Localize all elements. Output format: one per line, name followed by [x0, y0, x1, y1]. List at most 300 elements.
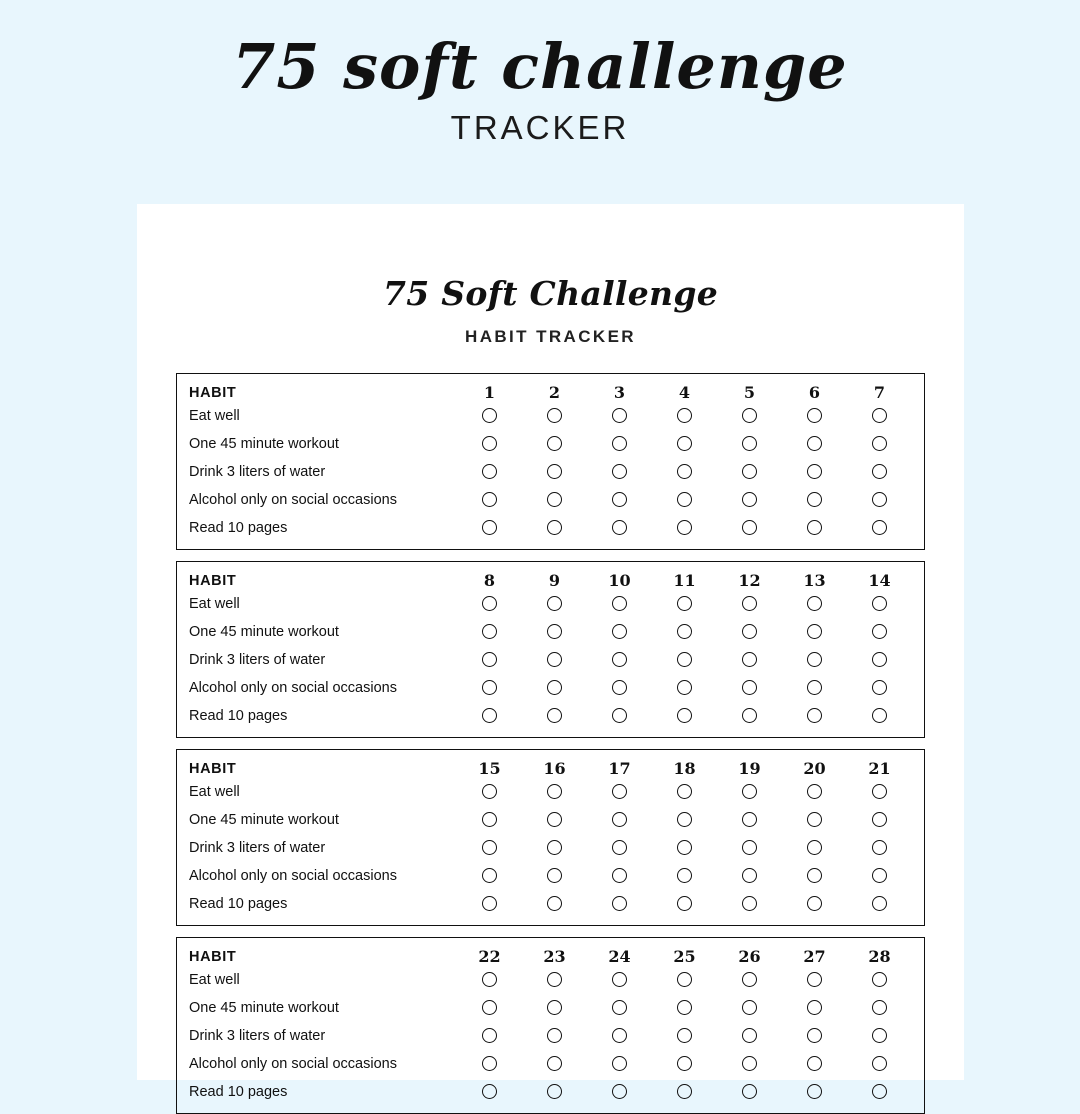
habit-checkbox-cell[interactable]	[587, 966, 652, 994]
habit-checkbox-cell[interactable]	[587, 862, 652, 890]
circle-checkbox-icon[interactable]	[677, 520, 692, 535]
circle-checkbox-icon[interactable]	[547, 896, 562, 911]
habit-checkbox-cell[interactable]	[652, 458, 717, 486]
circle-checkbox-icon[interactable]	[807, 972, 822, 987]
habit-checkbox-cell[interactable]	[782, 702, 847, 730]
habit-checkbox-cell[interactable]	[457, 618, 522, 646]
circle-checkbox-icon[interactable]	[612, 784, 627, 799]
circle-checkbox-icon[interactable]	[872, 868, 887, 883]
habit-checkbox-cell[interactable]	[587, 1078, 652, 1106]
habit-checkbox-cell[interactable]	[782, 966, 847, 994]
circle-checkbox-icon[interactable]	[612, 408, 627, 423]
circle-checkbox-icon[interactable]	[612, 492, 627, 507]
habit-checkbox-cell[interactable]	[457, 806, 522, 834]
habit-checkbox-cell[interactable]	[847, 514, 912, 542]
habit-checkbox-cell[interactable]	[847, 1050, 912, 1078]
circle-checkbox-icon[interactable]	[482, 1056, 497, 1071]
habit-checkbox-cell[interactable]	[652, 1022, 717, 1050]
circle-checkbox-icon[interactable]	[807, 596, 822, 611]
habit-checkbox-cell[interactable]	[717, 702, 782, 730]
circle-checkbox-icon[interactable]	[807, 624, 822, 639]
circle-checkbox-icon[interactable]	[547, 868, 562, 883]
habit-checkbox-cell[interactable]	[847, 674, 912, 702]
circle-checkbox-icon[interactable]	[612, 624, 627, 639]
circle-checkbox-icon[interactable]	[612, 680, 627, 695]
habit-checkbox-cell[interactable]	[782, 674, 847, 702]
habit-checkbox-cell[interactable]	[587, 806, 652, 834]
circle-checkbox-icon[interactable]	[482, 896, 497, 911]
habit-label: One 45 minute workout	[189, 436, 339, 452]
day-column-header: 10	[608, 571, 631, 590]
habit-checkbox-cell[interactable]	[652, 778, 717, 806]
circle-checkbox-icon[interactable]	[677, 868, 692, 883]
circle-checkbox-icon[interactable]	[872, 1028, 887, 1043]
habit-checkbox-cell[interactable]	[652, 702, 717, 730]
circle-checkbox-icon[interactable]	[482, 972, 497, 987]
circle-checkbox-icon[interactable]	[872, 840, 887, 855]
circle-checkbox-icon[interactable]	[742, 1084, 757, 1099]
habit-checkbox-cell[interactable]	[457, 890, 522, 918]
habit-checkbox-cell[interactable]	[717, 590, 782, 618]
habit-checkbox-cell[interactable]	[847, 1078, 912, 1106]
habit-checkbox-cell[interactable]	[457, 486, 522, 514]
circle-checkbox-icon[interactable]	[482, 1084, 497, 1099]
habit-checkbox-cell[interactable]	[782, 1022, 847, 1050]
circle-checkbox-icon[interactable]	[742, 972, 757, 987]
circle-checkbox-icon[interactable]	[807, 436, 822, 451]
circle-checkbox-icon[interactable]	[872, 896, 887, 911]
circle-checkbox-icon[interactable]	[677, 1084, 692, 1099]
habit-checkbox-cell[interactable]	[847, 834, 912, 862]
habit-checkbox-cell[interactable]	[522, 1022, 587, 1050]
circle-checkbox-icon[interactable]	[742, 868, 757, 883]
circle-checkbox-icon[interactable]	[677, 1056, 692, 1071]
habit-checkbox-cell[interactable]	[457, 1022, 522, 1050]
habit-checkbox-cell[interactable]	[847, 890, 912, 918]
habit-checkbox-cell[interactable]	[457, 702, 522, 730]
circle-checkbox-icon[interactable]	[482, 784, 497, 799]
circle-checkbox-icon[interactable]	[742, 408, 757, 423]
habit-checkbox-cell[interactable]	[847, 966, 912, 994]
circle-checkbox-icon[interactable]	[482, 464, 497, 479]
habit-checkbox-cell[interactable]	[782, 590, 847, 618]
habit-checkbox-cell[interactable]	[717, 486, 782, 514]
circle-checkbox-icon[interactable]	[612, 840, 627, 855]
table-header-row	[189, 383, 912, 402]
habit-checkbox-cell[interactable]	[847, 486, 912, 514]
circle-checkbox-icon[interactable]	[872, 520, 887, 535]
habit-checkbox-cell[interactable]	[782, 862, 847, 890]
habit-checkbox-cell[interactable]	[847, 862, 912, 890]
circle-checkbox-icon[interactable]	[742, 520, 757, 535]
circle-checkbox-icon[interactable]	[612, 708, 627, 723]
habit-checkbox-cell[interactable]	[782, 514, 847, 542]
habit-checkbox-cell[interactable]	[522, 778, 587, 806]
circle-checkbox-icon[interactable]	[807, 708, 822, 723]
circle-checkbox-icon[interactable]	[807, 464, 822, 479]
table-row	[189, 834, 912, 862]
circle-checkbox-icon[interactable]	[807, 520, 822, 535]
circle-checkbox-icon[interactable]	[482, 812, 497, 827]
habit-checkbox-cell[interactable]	[587, 514, 652, 542]
circle-checkbox-icon[interactable]	[872, 680, 887, 695]
day-column-header: 8	[483, 571, 496, 590]
habit-checkbox-cell[interactable]	[847, 618, 912, 646]
circle-checkbox-icon[interactable]	[612, 812, 627, 827]
habit-checkbox-cell[interactable]	[717, 834, 782, 862]
circle-checkbox-icon[interactable]	[612, 596, 627, 611]
habit-checkbox-cell[interactable]	[457, 646, 522, 674]
circle-checkbox-icon[interactable]	[612, 868, 627, 883]
circle-checkbox-icon[interactable]	[547, 972, 562, 987]
table-row	[189, 862, 912, 890]
circle-checkbox-icon[interactable]	[677, 896, 692, 911]
circle-checkbox-icon[interactable]	[547, 1084, 562, 1099]
circle-checkbox-icon[interactable]	[742, 596, 757, 611]
circle-checkbox-icon[interactable]	[482, 624, 497, 639]
circle-checkbox-icon[interactable]	[547, 492, 562, 507]
circle-checkbox-icon[interactable]	[612, 520, 627, 535]
habit-checkbox-cell[interactable]	[652, 674, 717, 702]
circle-checkbox-icon[interactable]	[547, 520, 562, 535]
table-row	[189, 646, 912, 674]
habit-checkbox-cell[interactable]	[587, 430, 652, 458]
habit-checkbox-cell[interactable]	[652, 966, 717, 994]
circle-checkbox-icon[interactable]	[677, 812, 692, 827]
habit-checkbox-cell[interactable]	[652, 890, 717, 918]
circle-checkbox-icon[interactable]	[482, 708, 497, 723]
habit-checkbox-cell[interactable]	[522, 994, 587, 1022]
circle-checkbox-icon[interactable]	[872, 1000, 887, 1015]
habit-checkbox-cell[interactable]	[652, 862, 717, 890]
circle-checkbox-icon[interactable]	[677, 408, 692, 423]
habit-checkbox-cell[interactable]	[522, 890, 587, 918]
habit-checkbox-cell[interactable]	[717, 862, 782, 890]
circle-checkbox-icon[interactable]	[742, 1000, 757, 1015]
circle-checkbox-icon[interactable]	[742, 680, 757, 695]
habit-checkbox-cell[interactable]	[522, 702, 587, 730]
circle-checkbox-icon[interactable]	[612, 1028, 627, 1043]
habit-checkbox-cell[interactable]	[717, 890, 782, 918]
circle-checkbox-icon[interactable]	[677, 680, 692, 695]
circle-checkbox-icon[interactable]	[612, 652, 627, 667]
habit-column-header: HABIT	[189, 384, 237, 401]
habit-label: One 45 minute workout	[189, 624, 339, 640]
circle-checkbox-icon[interactable]	[547, 436, 562, 451]
circle-checkbox-icon[interactable]	[677, 436, 692, 451]
circle-checkbox-icon[interactable]	[807, 868, 822, 883]
circle-checkbox-icon[interactable]	[677, 464, 692, 479]
circle-checkbox-icon[interactable]	[482, 408, 497, 423]
habit-checkbox-cell[interactable]	[717, 430, 782, 458]
habit-checkbox-cell[interactable]	[522, 402, 587, 430]
circle-checkbox-icon[interactable]	[547, 624, 562, 639]
habit-checkbox-cell[interactable]	[847, 458, 912, 486]
circle-checkbox-icon[interactable]	[547, 840, 562, 855]
habit-checkbox-cell[interactable]	[587, 486, 652, 514]
habit-checkbox-cell[interactable]	[847, 994, 912, 1022]
circle-checkbox-icon[interactable]	[677, 840, 692, 855]
habit-checkbox-cell[interactable]	[652, 1078, 717, 1106]
circle-checkbox-icon[interactable]	[807, 1084, 822, 1099]
habit-checkbox-cell[interactable]	[522, 966, 587, 994]
habit-checkbox-cell[interactable]	[847, 1022, 912, 1050]
circle-checkbox-icon[interactable]	[807, 1028, 822, 1043]
habit-checkbox-cell[interactable]	[652, 430, 717, 458]
circle-checkbox-icon[interactable]	[677, 596, 692, 611]
habit-checkbox-cell[interactable]	[457, 862, 522, 890]
habit-checkbox-cell[interactable]	[717, 966, 782, 994]
habit-checkbox-cell[interactable]	[717, 1078, 782, 1106]
habit-checkbox-cell[interactable]	[847, 702, 912, 730]
habit-checkbox-cell[interactable]	[782, 834, 847, 862]
day-column-header: 24	[608, 947, 631, 966]
habit-checkbox-cell[interactable]	[522, 618, 587, 646]
habit-checkbox-cell[interactable]	[847, 590, 912, 618]
habit-checkbox-cell[interactable]	[522, 806, 587, 834]
habit-checkbox-cell[interactable]	[847, 806, 912, 834]
habit-checkbox-cell[interactable]	[717, 618, 782, 646]
circle-checkbox-icon[interactable]	[677, 1000, 692, 1015]
circle-checkbox-icon[interactable]	[547, 1056, 562, 1071]
circle-checkbox-icon[interactable]	[612, 436, 627, 451]
habit-checkbox-cell[interactable]	[587, 1050, 652, 1078]
habit-checkbox-cell[interactable]	[457, 514, 522, 542]
circle-checkbox-icon[interactable]	[742, 784, 757, 799]
habit-checkbox-cell[interactable]	[522, 514, 587, 542]
circle-checkbox-icon[interactable]	[612, 1084, 627, 1099]
habit-checkbox-cell[interactable]	[587, 618, 652, 646]
circle-checkbox-icon[interactable]	[807, 1000, 822, 1015]
habit-checkbox-cell[interactable]	[847, 402, 912, 430]
habit-checkbox-cell[interactable]	[457, 1050, 522, 1078]
circle-checkbox-icon[interactable]	[807, 652, 822, 667]
circle-checkbox-icon[interactable]	[872, 652, 887, 667]
habit-checkbox-cell[interactable]	[717, 1050, 782, 1078]
habit-checkbox-cell[interactable]	[782, 646, 847, 674]
habit-checkbox-cell[interactable]	[522, 458, 587, 486]
habit-checkbox-cell[interactable]	[522, 486, 587, 514]
habit-checkbox-cell[interactable]	[457, 674, 522, 702]
circle-checkbox-icon[interactable]	[482, 840, 497, 855]
habit-checkbox-cell[interactable]	[587, 1022, 652, 1050]
circle-checkbox-icon[interactable]	[612, 464, 627, 479]
circle-checkbox-icon[interactable]	[482, 652, 497, 667]
habit-checkbox-cell[interactable]	[782, 994, 847, 1022]
circle-checkbox-icon[interactable]	[677, 708, 692, 723]
habit-checkbox-cell[interactable]	[782, 778, 847, 806]
habit-checkbox-cell[interactable]	[717, 514, 782, 542]
habit-checkbox-cell[interactable]	[457, 402, 522, 430]
circle-checkbox-icon[interactable]	[742, 1056, 757, 1071]
habit-checkbox-cell[interactable]	[587, 778, 652, 806]
circle-checkbox-icon[interactable]	[742, 840, 757, 855]
table-row	[189, 1022, 912, 1050]
habit-checkbox-cell[interactable]	[457, 966, 522, 994]
circle-checkbox-icon[interactable]	[677, 972, 692, 987]
circle-checkbox-icon[interactable]	[807, 812, 822, 827]
circle-checkbox-icon[interactable]	[677, 492, 692, 507]
habit-checkbox-cell[interactable]	[587, 458, 652, 486]
circle-checkbox-icon[interactable]	[547, 708, 562, 723]
circle-checkbox-icon[interactable]	[742, 464, 757, 479]
habit-checkbox-cell[interactable]	[522, 1078, 587, 1106]
habit-checkbox-cell[interactable]	[847, 430, 912, 458]
habit-checkbox-cell[interactable]	[652, 994, 717, 1022]
habit-label: Read 10 pages	[189, 896, 288, 912]
circle-checkbox-icon[interactable]	[872, 972, 887, 987]
circle-checkbox-icon[interactable]	[612, 896, 627, 911]
circle-checkbox-icon[interactable]	[547, 464, 562, 479]
circle-checkbox-icon[interactable]	[482, 436, 497, 451]
table-row	[189, 458, 912, 486]
circle-checkbox-icon[interactable]	[482, 868, 497, 883]
habit-checkbox-cell[interactable]	[717, 674, 782, 702]
circle-checkbox-icon[interactable]	[872, 708, 887, 723]
habit-checkbox-cell[interactable]	[457, 778, 522, 806]
habit-checkbox-cell[interactable]	[522, 834, 587, 862]
habit-checkbox-cell[interactable]	[522, 590, 587, 618]
circle-checkbox-icon[interactable]	[677, 624, 692, 639]
habit-checkbox-cell[interactable]	[717, 778, 782, 806]
circle-checkbox-icon[interactable]	[872, 492, 887, 507]
circle-checkbox-icon[interactable]	[872, 784, 887, 799]
habit-checkbox-cell[interactable]	[782, 430, 847, 458]
circle-checkbox-icon[interactable]	[482, 680, 497, 695]
sheet-subtitle: HABIT TRACKER	[465, 327, 636, 346]
circle-checkbox-icon[interactable]	[482, 1028, 497, 1043]
habit-checkbox-cell[interactable]	[782, 618, 847, 646]
habit-checkbox-cell[interactable]	[587, 890, 652, 918]
circle-checkbox-icon[interactable]	[677, 652, 692, 667]
circle-checkbox-icon[interactable]	[547, 408, 562, 423]
circle-checkbox-icon[interactable]	[612, 972, 627, 987]
habit-checkbox-cell[interactable]	[457, 834, 522, 862]
circle-checkbox-icon[interactable]	[807, 492, 822, 507]
habit-checkbox-cell[interactable]	[457, 994, 522, 1022]
habit-checkbox-cell[interactable]	[782, 806, 847, 834]
circle-checkbox-icon[interactable]	[742, 652, 757, 667]
circle-checkbox-icon[interactable]	[807, 408, 822, 423]
habit-checkbox-cell[interactable]	[652, 618, 717, 646]
habit-checkbox-cell[interactable]	[782, 890, 847, 918]
habit-checkbox-cell[interactable]	[522, 430, 587, 458]
habit-checkbox-cell[interactable]	[717, 402, 782, 430]
habit-checkbox-cell[interactable]	[782, 402, 847, 430]
circle-checkbox-icon[interactable]	[482, 520, 497, 535]
circle-checkbox-icon[interactable]	[677, 784, 692, 799]
circle-checkbox-icon[interactable]	[482, 1000, 497, 1015]
circle-checkbox-icon[interactable]	[742, 436, 757, 451]
habit-checkbox-cell[interactable]	[717, 994, 782, 1022]
day-column-header: 21	[868, 759, 891, 778]
habit-checkbox-cell[interactable]	[457, 458, 522, 486]
habit-checkbox-cell[interactable]	[717, 1022, 782, 1050]
circle-checkbox-icon[interactable]	[742, 624, 757, 639]
circle-checkbox-icon[interactable]	[807, 896, 822, 911]
habit-checkbox-cell[interactable]	[782, 1050, 847, 1078]
circle-checkbox-icon[interactable]	[872, 1056, 887, 1071]
habit-checkbox-cell[interactable]	[587, 702, 652, 730]
habit-checkbox-cell[interactable]	[587, 646, 652, 674]
habit-checkbox-cell[interactable]	[847, 646, 912, 674]
habit-checkbox-cell[interactable]	[587, 834, 652, 862]
habit-checkbox-cell[interactable]	[522, 674, 587, 702]
habit-checkbox-cell[interactable]	[457, 590, 522, 618]
habit-checkbox-cell[interactable]	[587, 674, 652, 702]
circle-checkbox-icon[interactable]	[547, 1000, 562, 1015]
habit-label: Read 10 pages	[189, 708, 288, 724]
circle-checkbox-icon[interactable]	[482, 492, 497, 507]
circle-checkbox-icon[interactable]	[807, 784, 822, 799]
circle-checkbox-icon[interactable]	[547, 1028, 562, 1043]
habit-checkbox-cell[interactable]	[652, 514, 717, 542]
circle-checkbox-icon[interactable]	[742, 812, 757, 827]
circle-checkbox-icon[interactable]	[872, 464, 887, 479]
habit-checkbox-cell[interactable]	[782, 458, 847, 486]
habit-checkbox-cell[interactable]	[652, 590, 717, 618]
circle-checkbox-icon[interactable]	[612, 1000, 627, 1015]
circle-checkbox-icon[interactable]	[612, 1056, 627, 1071]
circle-checkbox-icon[interactable]	[547, 812, 562, 827]
circle-checkbox-icon[interactable]	[872, 624, 887, 639]
circle-checkbox-icon[interactable]	[547, 652, 562, 667]
habit-column-header: HABIT	[189, 572, 237, 589]
habit-checkbox-cell[interactable]	[587, 994, 652, 1022]
circle-checkbox-icon[interactable]	[872, 1084, 887, 1099]
habit-checkbox-cell[interactable]	[587, 402, 652, 430]
circle-checkbox-icon[interactable]	[807, 680, 822, 695]
habit-checkbox-cell[interactable]	[587, 590, 652, 618]
circle-checkbox-icon[interactable]	[872, 408, 887, 423]
habit-checkbox-cell[interactable]	[652, 806, 717, 834]
habit-checkbox-cell[interactable]	[652, 646, 717, 674]
habit-checkbox-cell[interactable]	[457, 1078, 522, 1106]
habit-checkbox-cell[interactable]	[652, 402, 717, 430]
circle-checkbox-icon[interactable]	[872, 812, 887, 827]
habit-checkbox-cell[interactable]	[652, 834, 717, 862]
habit-checkbox-cell[interactable]	[457, 430, 522, 458]
habit-checkbox-cell[interactable]	[782, 486, 847, 514]
circle-checkbox-icon[interactable]	[807, 840, 822, 855]
habit-checkbox-cell[interactable]	[717, 806, 782, 834]
habit-checkbox-cell[interactable]	[522, 646, 587, 674]
day-column-header: 16	[543, 759, 566, 778]
habit-checkbox-cell[interactable]	[717, 646, 782, 674]
circle-checkbox-icon[interactable]	[742, 492, 757, 507]
circle-checkbox-icon[interactable]	[482, 596, 497, 611]
circle-checkbox-icon[interactable]	[547, 596, 562, 611]
habit-checkbox-cell[interactable]	[522, 862, 587, 890]
circle-checkbox-icon[interactable]	[872, 596, 887, 611]
circle-checkbox-icon[interactable]	[807, 1056, 822, 1071]
habit-checkbox-cell[interactable]	[782, 1078, 847, 1106]
circle-checkbox-icon[interactable]	[677, 1028, 692, 1043]
habit-checkbox-cell[interactable]	[717, 458, 782, 486]
habit-checkbox-cell[interactable]	[522, 1050, 587, 1078]
circle-checkbox-icon[interactable]	[872, 436, 887, 451]
habit-checkbox-cell[interactable]	[652, 1050, 717, 1078]
sheet-title: 75 Soft Challenge	[382, 274, 719, 313]
habit-checkbox-cell[interactable]	[847, 778, 912, 806]
habit-checkbox-cell[interactable]	[652, 486, 717, 514]
circle-checkbox-icon[interactable]	[742, 708, 757, 723]
habit-label: Alcohol only on social occasions	[189, 1056, 397, 1072]
circle-checkbox-icon[interactable]	[547, 680, 562, 695]
circle-checkbox-icon[interactable]	[742, 896, 757, 911]
circle-checkbox-icon[interactable]	[742, 1028, 757, 1043]
circle-checkbox-icon[interactable]	[547, 784, 562, 799]
